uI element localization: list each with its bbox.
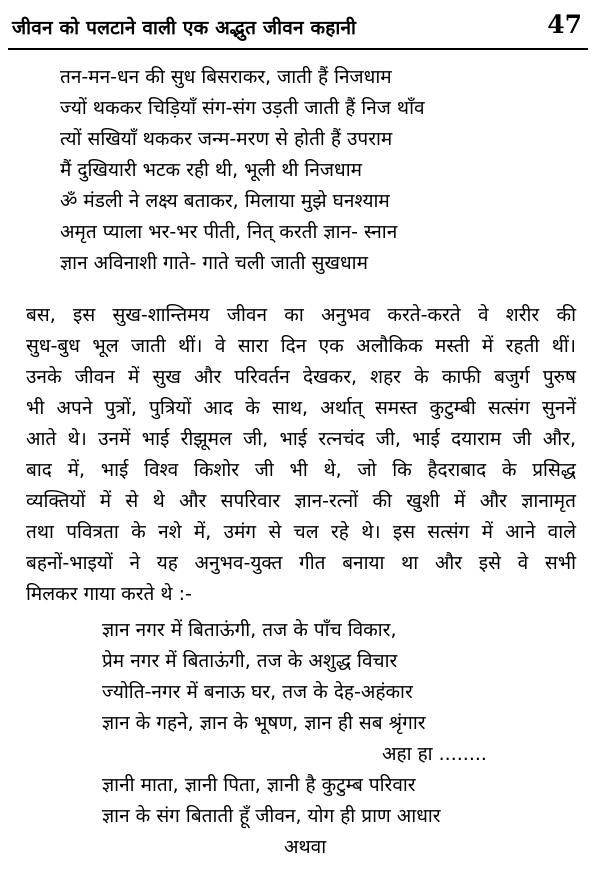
song-line: ज्ञानी माता, ज्ञानी पिता, ज्ञानी है कुटुम्ब परिवार (102, 774, 416, 796)
poem-line: ॐ मंडली ने लक्ष्य बताकर, मिलाया मुझे घनश्याम (60, 190, 390, 212)
page-header (0, 0, 600, 52)
poem-line: मैं दुखियारी भटक रही थी, भूली थी निजधाम (60, 159, 362, 181)
header-rule (8, 48, 588, 50)
song-refrain: अहा हा ........ (382, 743, 487, 765)
paragraph-line: व्यक्तियों में से थे और सपरिवार ज्ञान-रत्नों की खुशी में और ज्ञानामृत (26, 490, 576, 512)
paragraph-line: सुध-बुध भूल जाती थीं। वे सारा दिन एक अलौकिक मस्ती में रहती थीं। (26, 335, 576, 357)
poem-line: ज्यों थककर चिड़ियाँ संग-संग उड़ती जाती हैं निज थाँव (60, 97, 425, 119)
paragraph-line: बस, इस सुख-शान्तिमय जीवन का अनुभव करते-करते वे शरीर की (26, 304, 576, 326)
poem-line: तन-मन-धन की सुध बिसराकर, जाती हैं निजधाम (60, 66, 392, 88)
song-line: ज्ञान के गहने, ज्ञान के भूषण, ज्ञान ही सब श्रृंगार (102, 712, 426, 734)
page-number: 47 (547, 10, 582, 39)
body-paragraph (26, 300, 576, 610)
poem-line: अमृत प्याला भर-भर पीती, नित् करती ज्ञान- स्नान (60, 221, 398, 243)
song-line: ज्ञान के संग बिताती हूँ जीवन, योग ही प्राण आधार (102, 805, 441, 827)
poem-block-2 (102, 615, 487, 863)
song-line: ज्ञान नगर में बिताऊंगी, तज के पाँच विकार, (102, 619, 397, 641)
paragraph-line: उनके जीवन में सुख और परिवर्तन देखकर, शहर के काफी बजुर्ग पुरुष (26, 366, 576, 388)
paragraph-line: बाद में, भाई विश्व किशोर जी भी थे, जो कि हैदराबाद के प्रसिद्ध (26, 459, 576, 481)
song-line: ज्योति-नगर में बनाऊ घर, तज के देह-अहंकार (102, 681, 413, 703)
running-title: जीवन को पलटाने वाली एक अद्भुत जीवन कहानी (12, 17, 357, 39)
paragraph-line: मिलकर गाया करते थे :- (26, 583, 192, 605)
paragraph-line: आते थे। उनमें भाई रीझूमल जी, भाई रत्नचंद जी, भाई दयाराम जी और, (26, 428, 576, 450)
poem-block-1 (60, 62, 425, 279)
paragraph-line: बहनों-भाइयों ने यह अनुभव-युक्त गीत बनाया था और इसे वे सभी (26, 552, 576, 574)
poem-line: त्यों सखियाँ थककर जन्म-मरण से होती हैं उपराम (60, 128, 393, 150)
paragraph-line: तथा पवित्रता के नशे में, उमंग से चल रहे थे। इस सत्संग में आने वाले (26, 521, 576, 543)
song-athva: अथवा (284, 836, 327, 858)
song-line: प्रेम नगर में बिताऊंगी, तज के अशुद्ध विचार (102, 650, 398, 672)
poem-line: ज्ञान अविनाशी गाते- गाते चली जाती सुखधाम (60, 252, 368, 274)
paragraph-line: भी अपने पुत्रों, पुत्रियों आद के साथ, अर्थात् समस्त कुटुम्बी सत्संग सुननें (26, 397, 576, 419)
